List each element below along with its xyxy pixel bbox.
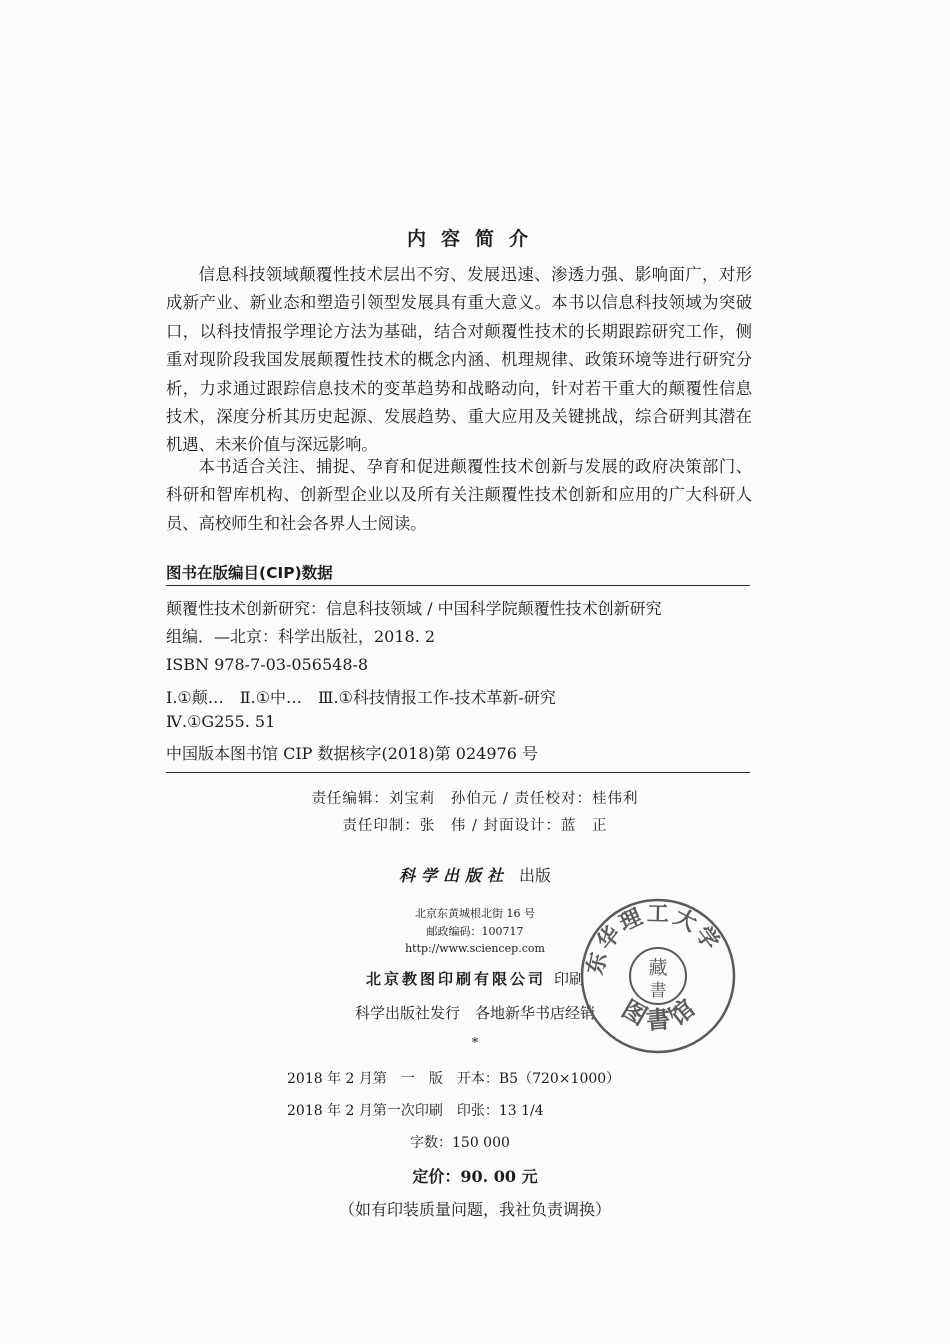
cip-bottom-rule — [166, 772, 750, 773]
publisher-postcode: 邮政编码：100717 — [426, 925, 524, 938]
stamp-bottom-text: 图書馆 — [617, 989, 705, 1035]
word-count: 字数：150 000 — [410, 1135, 510, 1151]
publisher-website: http://www.sciencep.com — [405, 942, 545, 955]
cip-line-verification: 中国版本图书馆 CIP 数据核字(2018)第 024976 号 — [166, 744, 538, 763]
distribution-line: 科学出版社发行 各地新华书店经销 — [354, 1004, 595, 1022]
summary-heading: 内容简介 — [406, 228, 543, 250]
quality-note: （如有印装质量问题，我社负责调换） — [338, 1200, 611, 1219]
separator-asterisk: * — [471, 1036, 479, 1051]
cip-line-title: 颠覆性技术创新研究：信息科技领域 / 中国科学院颠覆性技术创新研究 — [166, 599, 662, 618]
printer-name: 北京教图印刷有限公司 — [365, 970, 546, 988]
stamp-center-text-2: 書 — [649, 981, 667, 1001]
printer-line — [0, 968, 950, 989]
publisher-address: 北京东黄城根北街 16 号 — [415, 907, 535, 920]
summary-paragraph-1: 信息科技领域颠覆性技术层出不穷、发展迅速、渗透力强、影响面广，对形成新产业、新业态和塑造引领型发展具有重大意义。本书以信息科技领域为突破口，以科技情报学理论方法为基础，结合对颠覆性技术的长期跟踪研究工作，侧重对现阶段我国发展颠覆性技术的概念内涵、机理规律、政策环境等进行研究分析，力求通过跟踪信息技术的变革趋势和战略动向，针对若干重大的颠覆性信息技术，深度分析其历史起源、发展趋势、重大应用及关键挑战，综合研判其潜在机遇、未来价值与深远影响。 — [166, 265, 752, 455]
stamp-center-text-1: 藏 — [648, 957, 668, 979]
edition-line-1: 2018 年 2 月第 一 版 开本：B5（720×1000） — [287, 1071, 621, 1087]
price: 定价：90. 00 元 — [412, 1167, 538, 1186]
cip-title: 图书在版编目(CIP)数据 — [166, 564, 333, 582]
summary-paragraph-2: 本书适合关注、捕捉、孕育和促进颠覆性技术创新与发展的政府决策部门、科研和智库机构、创新型企业以及所有关注颠覆性技术创新和应用的广大科研人员、高校师生和社会各界人士阅读。 — [166, 457, 752, 533]
publisher-name: 科学出版社 — [398, 866, 509, 885]
cip-line-isbn: ISBN 978-7-03-056548-8 — [166, 655, 369, 674]
printer-suffix: 印刷 — [554, 970, 585, 988]
stamp-top-text: 东华理工大学 — [582, 900, 726, 978]
cip-top-rule — [166, 585, 750, 586]
credits-production: 责任印制：张 伟 / 封面设计：蓝 正 — [342, 818, 608, 834]
cip-line-subjects: Ⅰ.①颠… Ⅱ.①中… Ⅲ.①科技情报工作-技术革新-研究 — [166, 688, 556, 707]
library-stamp — [578, 896, 738, 1056]
publisher-suffix: 出版 — [519, 866, 552, 885]
edition-line-2: 2018 年 2 月第一次印刷 印张：13 1/4 — [287, 1103, 544, 1119]
credits-editors: 责任编辑：刘宝莉 孙伯元 / 责任校对：桂伟利 — [311, 791, 639, 807]
cip-line-classification: Ⅳ.①G255. 51 — [166, 712, 276, 731]
publisher-line — [0, 863, 950, 886]
cip-line-imprint: 组编．—北京：科学出版社，2018. 2 — [166, 627, 436, 646]
